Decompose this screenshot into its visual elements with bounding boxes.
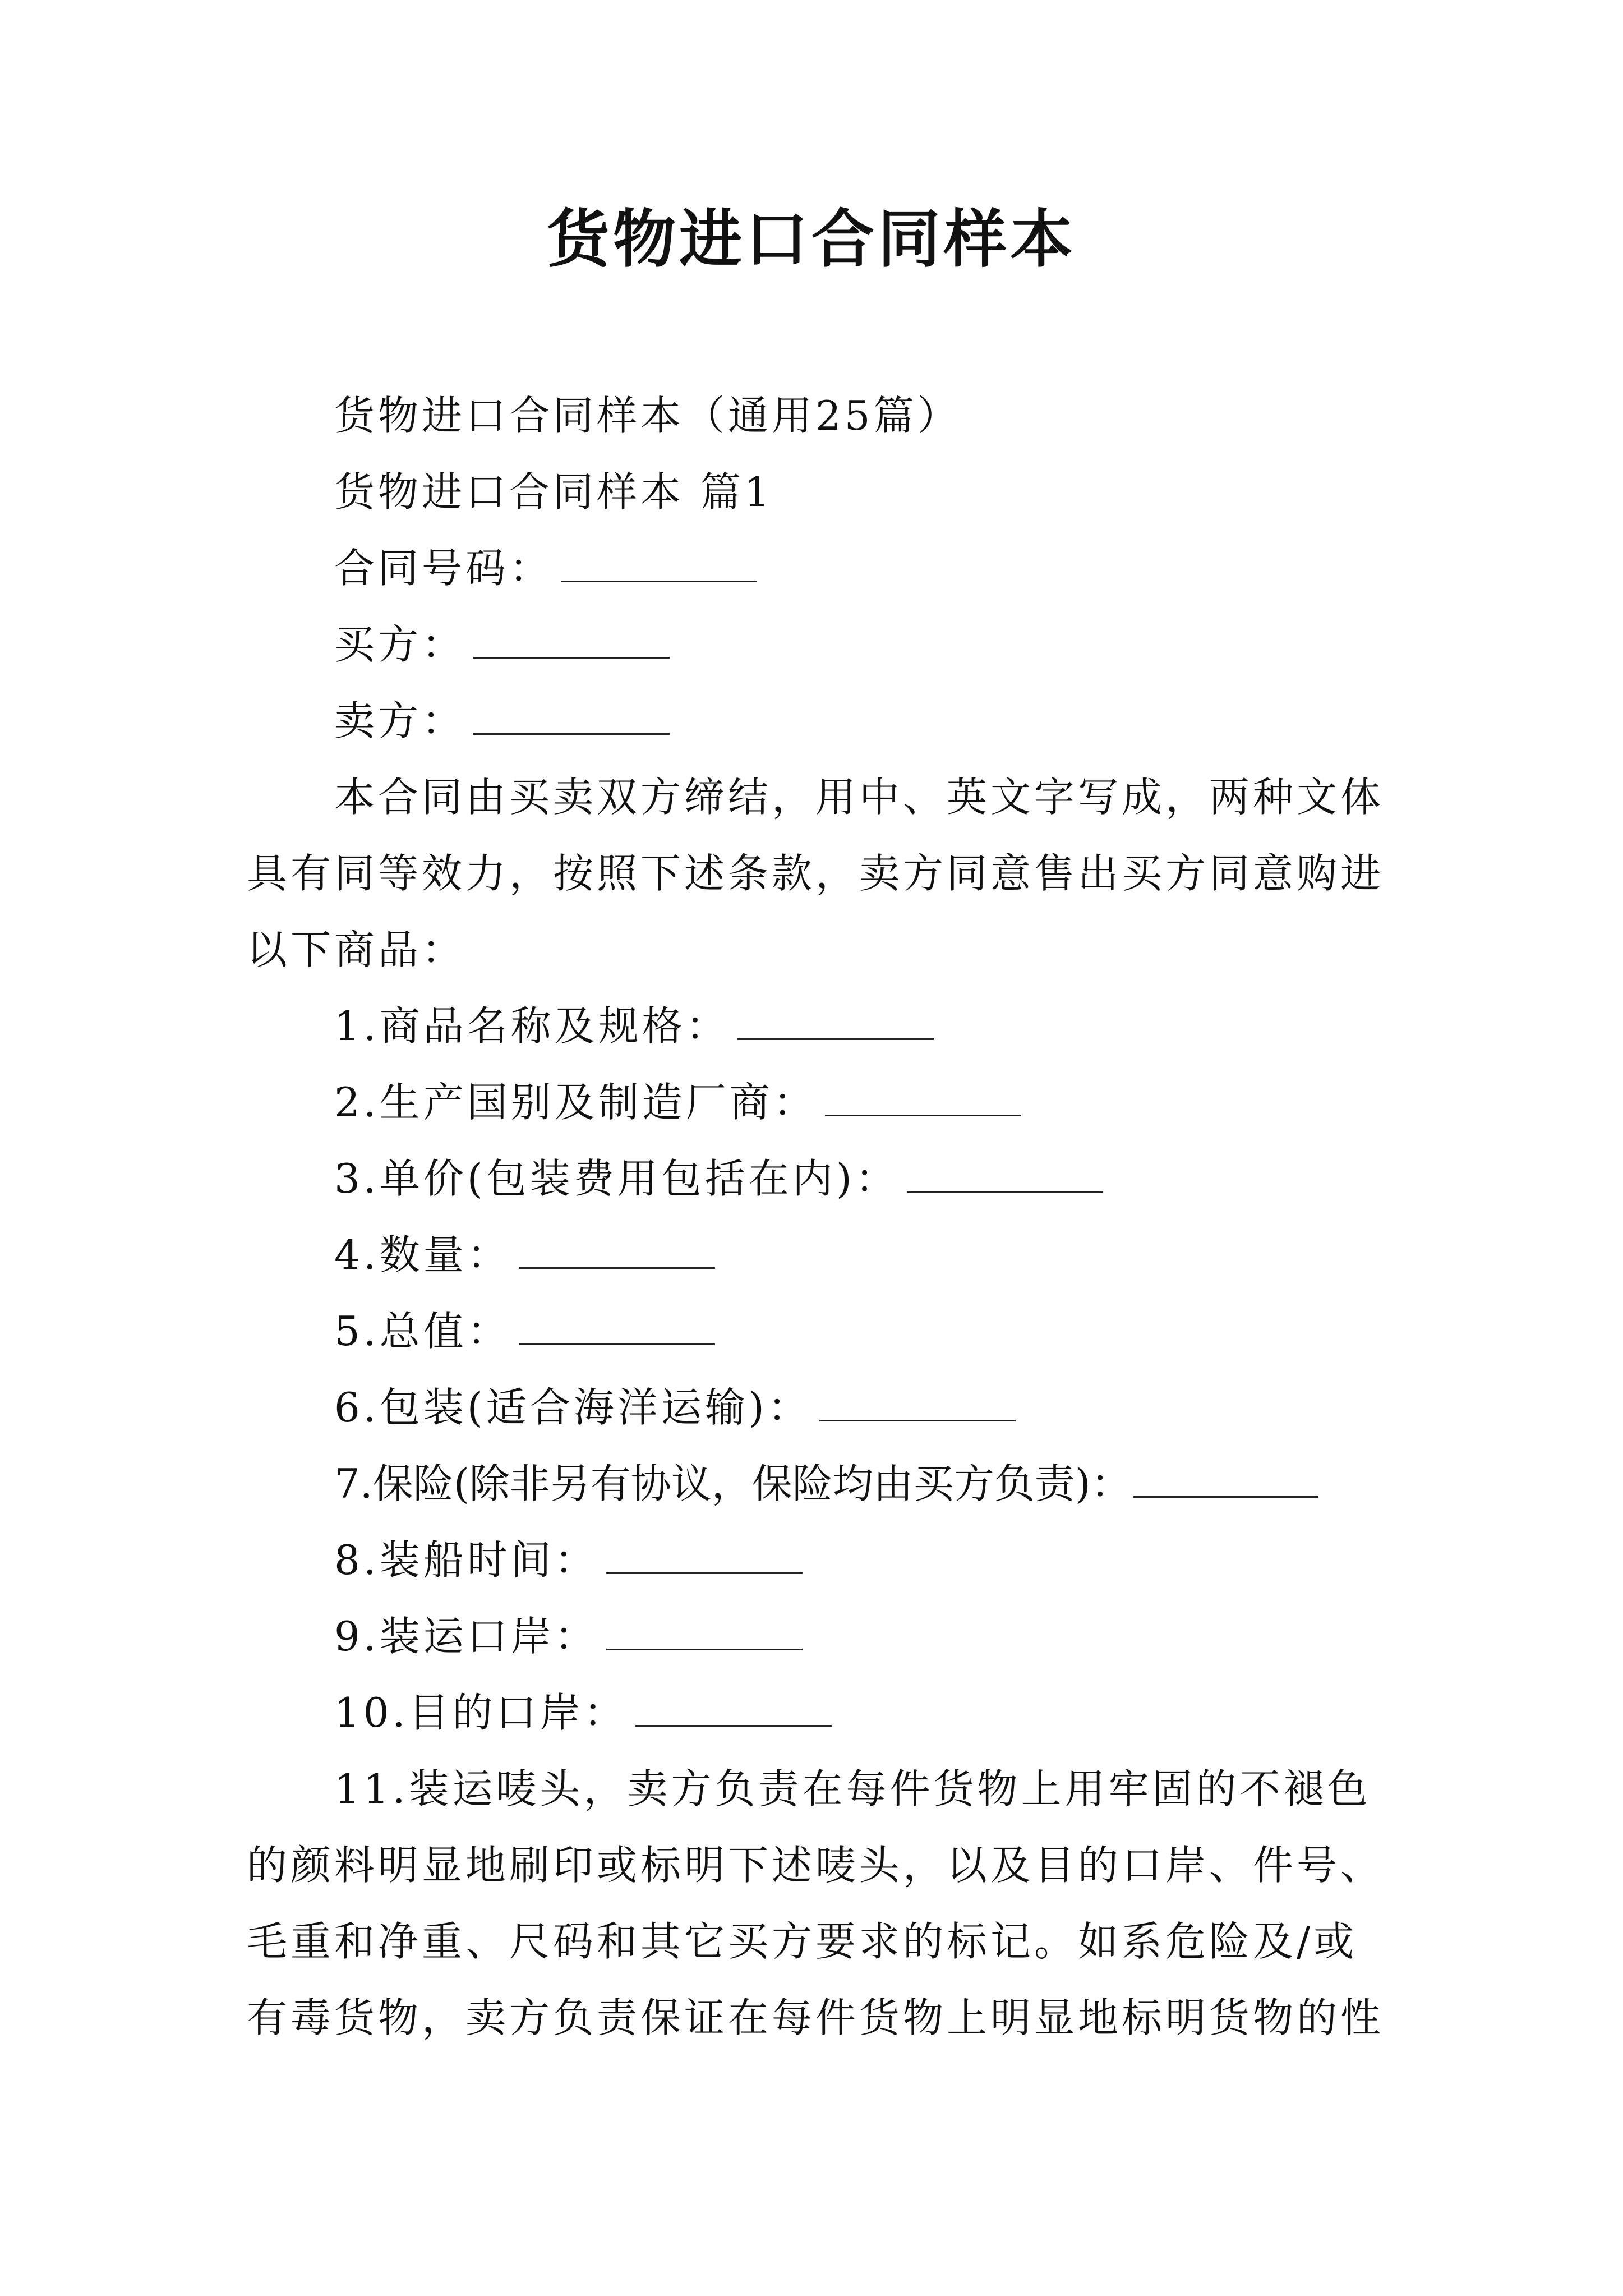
clause-item — [334, 1224, 1400, 1286]
clause-item — [334, 1300, 1400, 1362]
contract-number-label: 合同号码： — [334, 545, 554, 592]
clause-item — [334, 1453, 1400, 1515]
clause-item — [334, 1529, 1400, 1591]
seller-label: 卖方： — [334, 697, 466, 744]
clause-11-line: 的颜料明显地刷印或标明下述唛头，以及目的口岸、件号、 — [247, 1842, 1385, 1889]
clause-label: 2.生产国别及制造厂商： — [334, 1079, 817, 1126]
clause-blank — [737, 1005, 934, 1040]
clause-item — [334, 1605, 1400, 1667]
clause-item — [334, 1377, 1400, 1438]
buyer-field — [334, 614, 1400, 675]
clause-label: 10.目的口岸： — [334, 1689, 628, 1736]
clause-label: 5.总值： — [334, 1308, 511, 1355]
section-heading: 货物进口合同样本 篇1 — [334, 468, 773, 516]
clause-11-line: 毛重和净重、尺码和其它买方要求的标记。如系危险及/或 — [247, 1918, 1358, 1965]
clause-blank — [825, 1081, 1021, 1116]
clause-label: 4.数量： — [334, 1231, 511, 1278]
document-title: 货物进口合同样本 — [547, 203, 1076, 276]
clause-item — [334, 1148, 1400, 1209]
intro-line: 具有同等效力，按照下述条款，卖方同意售出买方同意购进 — [247, 850, 1385, 897]
intro-line: 本合同由买卖双方缔结，用中、英文字写成，两种文体 — [334, 774, 1385, 821]
clause-item — [334, 995, 1400, 1057]
clause-label: 3.单价(包装费用包括在内)： — [334, 1155, 899, 1202]
seller-blank — [473, 700, 670, 735]
buyer-label: 买方： — [334, 621, 466, 668]
clause-blank — [606, 1615, 803, 1650]
clause-11-line: 11.装运唛头，卖方负责在每件货物上用牢固的不褪色 — [334, 1765, 1371, 1812]
clause-item — [334, 1682, 1400, 1743]
clause-label: 1.商品名称及规格： — [334, 1002, 730, 1050]
intro-line: 以下商品： — [247, 926, 466, 973]
document-subtitle: 货物进口合同样本（通用25篇） — [334, 392, 961, 439]
clause-blank — [519, 1234, 715, 1269]
clause-label: 7.保险(除非另有协议，保险均由买方负责)： — [334, 1460, 1131, 1507]
contract-number-blank — [561, 547, 757, 582]
clause-blank — [606, 1539, 803, 1574]
clause-blank — [819, 1386, 1016, 1421]
buyer-blank — [473, 623, 670, 659]
contract-number-field — [334, 537, 1400, 599]
clause-blank — [907, 1157, 1103, 1193]
clause-item — [334, 1071, 1400, 1133]
clause-label: 8.装船时间： — [334, 1536, 598, 1584]
clause-blank — [635, 1691, 832, 1727]
clause-label: 9.装运口岸： — [334, 1613, 598, 1660]
clause-blank — [519, 1310, 715, 1345]
clause-label: 6.包装(适合海洋运输)： — [334, 1384, 811, 1431]
seller-field — [334, 690, 1400, 752]
clause-blank — [1133, 1462, 1318, 1498]
clause-11-line: 有毒货物，卖方负责保证在每件货物上明显地标明货物的性 — [247, 1994, 1385, 2041]
